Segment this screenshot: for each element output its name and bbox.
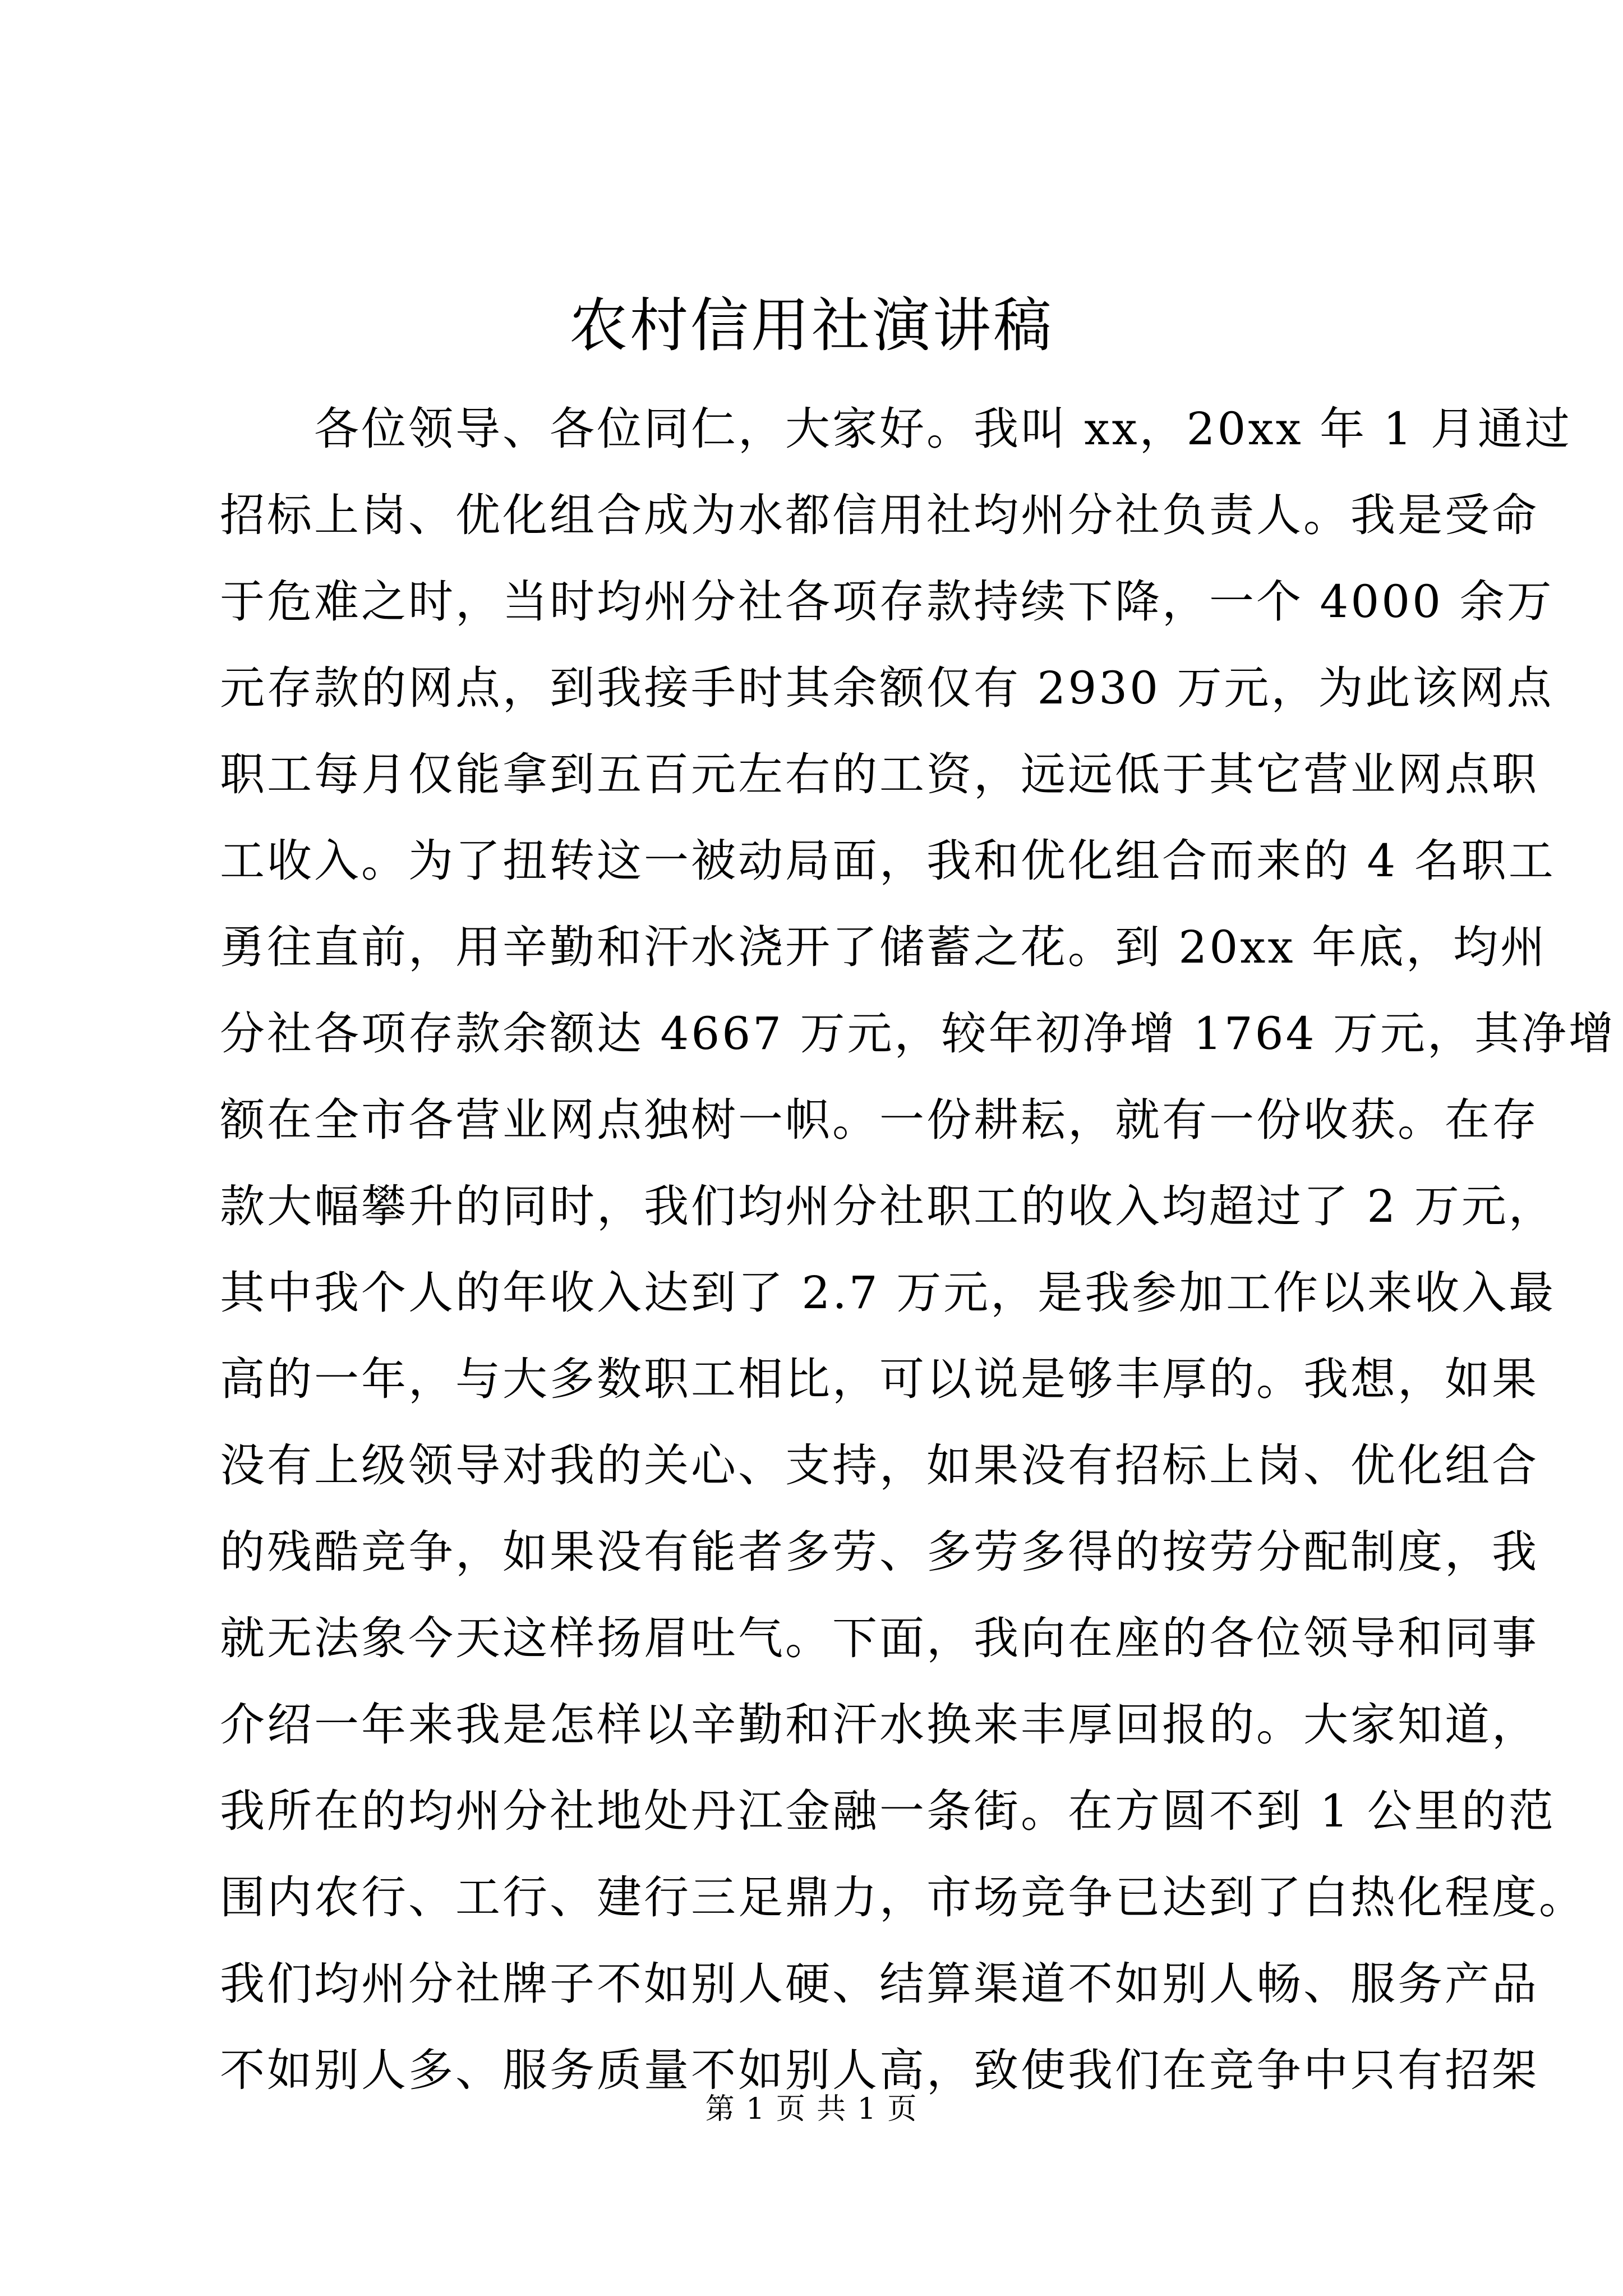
text-line: 各位领导、各位同仁，大家好。我叫 xx，20xx 年 1 月通过: [314, 403, 1572, 455]
text-line: 元存款的网点，到我接手时其余额仅有 2930 万元，为此该网点: [220, 662, 1554, 714]
page-footer: 第 1 页 共 1 页: [705, 2092, 918, 2126]
text-line: 于危难之时，当时均州分社各项存款持续下降，一个 4000 余万: [220, 576, 1554, 628]
text-line: 分社各项存款余额达 4667 万元，较年初净增 1764 万元，其净增: [220, 1007, 1616, 1060]
text-line: 高的一年，与大多数职工相比，可以说是够丰厚的。我想，如果: [220, 1353, 1539, 1405]
text-line: 其中我个人的年收入达到了 2.7 万元，是我参加工作以来收入最: [220, 1267, 1556, 1319]
text-line: 额在全市各营业网点独树一帜。一份耕耘，就有一份收获。在存: [220, 1094, 1539, 1146]
text-line: 的残酷竞争，如果没有能者多劳、多劳多得的按劳分配制度，我: [220, 1526, 1539, 1578]
text-line: 我们均州分社牌子不如别人硬、结算渠道不如别人畅、服务产品: [220, 1958, 1539, 2010]
text-line: 介绍一年来我是怎样以辛勤和汗水换来丰厚回报的。大家知道，: [220, 1699, 1539, 1751]
text-line: 没有上级领导对我的关心、支持，如果没有招标上岗、优化组合: [220, 1439, 1539, 1492]
text-line: 职工每月仅能拿到五百元左右的工资，远远低于其它营业网点职: [220, 748, 1539, 800]
text-line: 勇往直前，用辛勤和汗水浇开了储蓄之花。到 20xx 年底，均州: [220, 921, 1547, 973]
text-line: 围内农行、工行、建行三足鼎力，市场竞争已达到了白热化程度。: [220, 1871, 1586, 1924]
text-line: 不如别人多、服务质量不如别人高，致使我们在竞争中只有招架: [220, 2044, 1539, 2096]
text-line: 工收入。为了扭转这一被动局面，我和优化组合而来的 4 名职工: [220, 835, 1556, 887]
text-line: 我所在的均州分社地处丹江金融一条街。在方圆不到 1 公里的范: [220, 1785, 1556, 1837]
text-line: 款大幅攀升的同时，我们均州分社职工的收入均超过了 2 万元，: [220, 1180, 1556, 1232]
body-paragraph: [220, 386, 1616, 2114]
document-title: 农村信用社演讲稿: [569, 291, 1054, 360]
text-line: 就无法象今天这样扬眉吐气。下面，我向在座的各位领导和同事: [220, 1612, 1539, 1664]
text-line: 招标上岗、优化组合成为水都信用社均州分社负责人。我是受命: [220, 489, 1539, 541]
